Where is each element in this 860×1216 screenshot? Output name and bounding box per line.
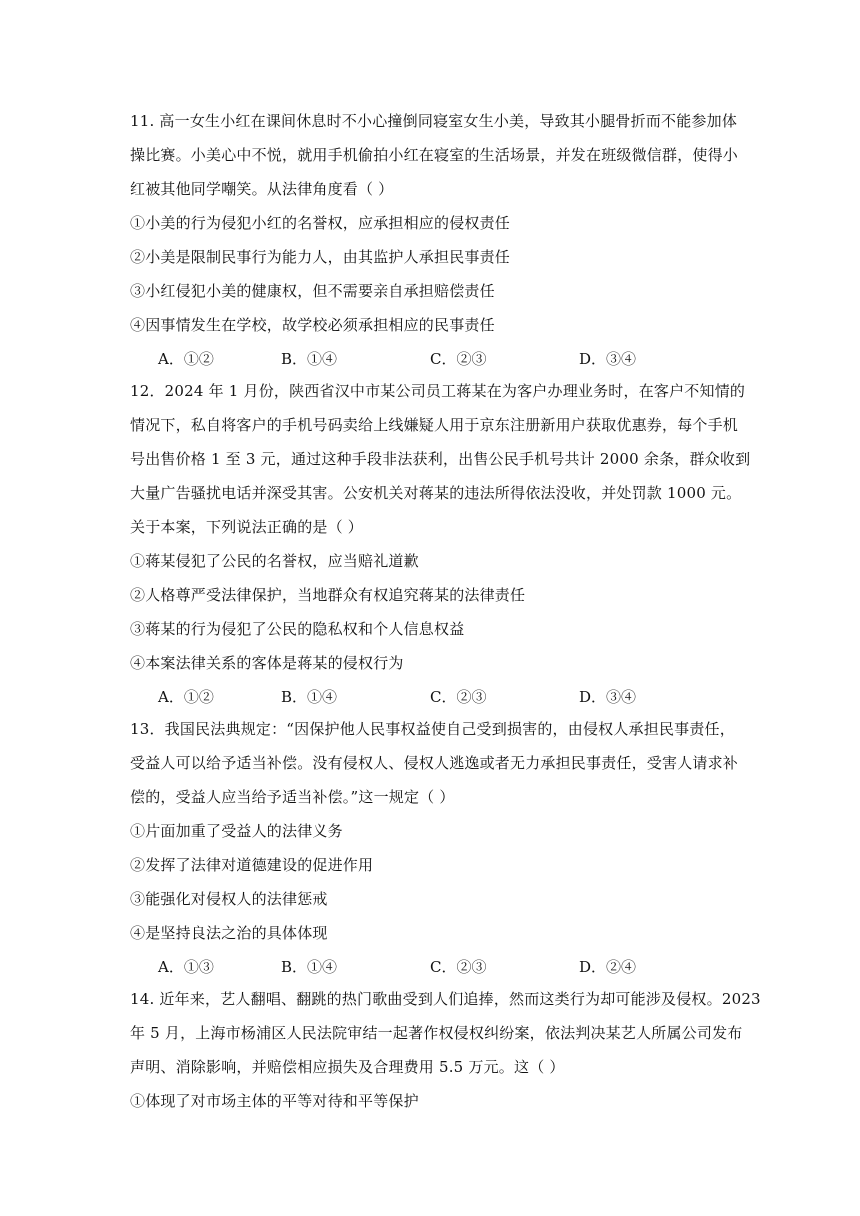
- q11-line-3: 红被其他同学嘲笑。从法律角度看（ ）: [130, 180, 394, 198]
- q13-statement-2: ②发挥了法律对道德建设的促进作用: [130, 856, 374, 874]
- q13-statement-4: ④是坚持良法之治的具体体现: [130, 924, 328, 942]
- q11-option-b: B．①④: [281, 350, 338, 368]
- q12-line-1: 12．2024 年 1 月份，陕西省汉中市某公司员工蒋某在为客户办理业务时，在客户不知情的: [130, 382, 746, 400]
- q11-statement-2: ②小美是限制民事行为能力人，由其监护人承担民事责任: [130, 248, 511, 266]
- q12-statement-1: ①蒋某侵犯了公民的名誉权，应当赔礼道歉: [130, 552, 419, 570]
- q12-option-c: C．②③: [430, 688, 487, 706]
- q11-statement-3: ③小红侵犯小美的健康权，但不需要亲自承担赔偿责任: [130, 282, 495, 300]
- q13-line-1: 13．我国民法典规定：“因保护他人民事权益使自己受到损害的，由侵权人承担民事责任，: [130, 720, 735, 738]
- q12-line-3: 号出售价格 1 至 3 元，通过这种手段非法获利，出售公民手机号共计 2000 余条，群众收到: [130, 450, 751, 468]
- q12-statement-2: ②人格尊严受法律保护，当地群众有权追究蒋某的法律责任: [130, 586, 526, 604]
- q13-option-d: D．②④: [579, 958, 637, 976]
- q14-line-1: 14. 近年来，艺人翻唱、翻跳的热门歌曲受到人们追捧，然而这类行为却可能涉及侵权。2023: [130, 990, 761, 1008]
- q12-statement-4: ④本案法律关系的客体是蒋某的侵权行为: [130, 654, 404, 672]
- q13-line-2: 受益人可以给予适当补偿。没有侵权人、侵权人逃逸或者无力承担民事责任，受害人请求补: [130, 754, 739, 772]
- q14-statement-1: ①体现了对市场主体的平等对待和平等保护: [130, 1092, 419, 1110]
- q12-options: [158, 687, 678, 707]
- q12-statement-3: ③蒋某的行为侵犯了公民的隐私权和个人信息权益: [130, 620, 465, 638]
- q13-options: [158, 957, 678, 977]
- q12-option-b: B．①④: [281, 688, 338, 706]
- q12-line-4: 大量广告骚扰电话并深受其害。公安机关对蒋某的违法所得依法没收，并处罚款 1000 元。: [130, 484, 742, 502]
- q11-options: [158, 349, 678, 369]
- q11-option-a: A．①②: [158, 350, 214, 368]
- q13-line-3: 偿的，受益人应当给予适当补偿。”这一规定（ ）: [130, 788, 455, 806]
- q11-statement-4: ④因事情发生在学校，故学校必须承担相应的民事责任: [130, 316, 495, 334]
- q11-line-1: 11. 高一女生小红在课间休息时不小心撞倒同寝室女生小美，导致其小腿骨折而不能参加体: [130, 112, 738, 130]
- q11-option-d: D．③④: [579, 350, 637, 368]
- q13-statement-3: ③能强化对侵权人的法律惩戒: [130, 890, 328, 908]
- q12-option-a: A．①②: [158, 688, 214, 706]
- q12-line-5: 关于本案，下列说法正确的是（ ）: [130, 518, 363, 536]
- q11-option-c: C．②③: [430, 350, 487, 368]
- q12-option-d: D．③④: [579, 688, 637, 706]
- q14-line-3: 声明、消除影响，并赔偿相应损失及合理费用 5.5 万元。这（ ）: [130, 1058, 565, 1076]
- q12-line-2: 情况下，私自将客户的手机号码卖给上线嫌疑人用于京东注册新用户获取优惠券，每个手机: [130, 416, 739, 434]
- q14-line-2: 年 5 月，上海市杨浦区人民法院审结一起著作权侵权纠纷案，依法判决某艺人所属公司发布: [130, 1024, 743, 1042]
- q11-statement-1: ①小美的行为侵犯小红的名誉权，应承担相应的侵权责任: [130, 214, 511, 232]
- q13-option-c: C．②③: [430, 958, 487, 976]
- q13-option-a: A．①③: [158, 958, 214, 976]
- q11-line-2: 操比赛。小美心中不悦，就用手机偷拍小红在寝室的生活场景，并发在班级微信群，使得小: [130, 146, 739, 164]
- q13-statement-1: ①片面加重了受益人的法律义务: [130, 822, 343, 840]
- q13-option-b: B．①④: [281, 958, 338, 976]
